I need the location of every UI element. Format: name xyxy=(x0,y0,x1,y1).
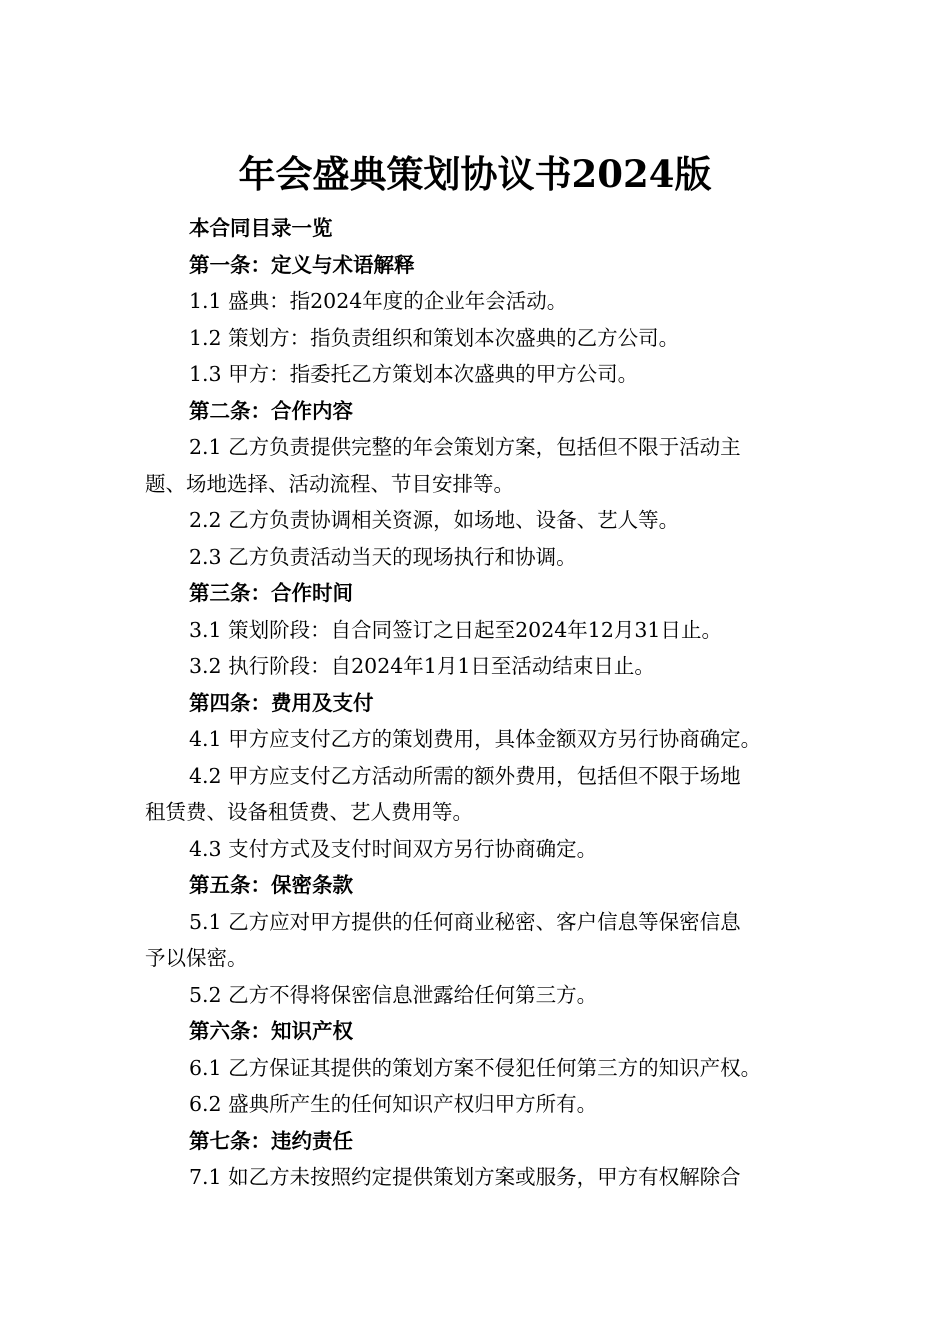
paragraph-line: 5.2 乙方不得将保密信息泄露给任何第三方。 xyxy=(189,982,598,1007)
paragraph-line: 4.3 支付方式及支付时间双方另行协商确定。 xyxy=(189,836,598,861)
document-body xyxy=(145,210,810,1196)
paragraph-line: 5.1 乙方应对甲方提供的任何商业秘密、客户信息等保密信息 xyxy=(189,909,741,934)
paragraph-line: 4.2 甲方应支付乙方活动所需的额外费用，包括但不限于场地 xyxy=(189,763,741,788)
paragraph-line: 4.1 甲方应支付乙方的策划费用，具体金额双方另行协商确定。 xyxy=(189,727,762,751)
section-heading: 第六条：知识产权 xyxy=(189,1019,353,1043)
section-heading: 第一条：定义与术语解释 xyxy=(189,252,415,277)
paragraph-line: 题、场地选择、活动流程、节目安排等。 xyxy=(145,471,514,496)
section-heading: 第五条：保密条款 xyxy=(189,873,353,897)
section-heading: 第三条：合作时间 xyxy=(189,581,353,605)
paragraph-line: 3.1 策划阶段：自合同签订之日起至2024年12月31日止。 xyxy=(189,617,722,642)
paragraph-line: 2.3 乙方负责活动当天的现场执行和协调。 xyxy=(189,544,577,569)
paragraph-line: 1.1 盛典：指2024年度的企业年会活动。 xyxy=(189,289,568,313)
paragraph-line: 租赁费、设备租赁费、艺人费用等。 xyxy=(145,800,473,824)
section-heading: 本合同目录一览 xyxy=(189,216,333,240)
section-heading: 第七条：违约责任 xyxy=(189,1128,353,1153)
paragraph-line: 7.1 如乙方未按照约定提供策划方案或服务，甲方有权解除合 xyxy=(189,1165,741,1189)
paragraph-line: 2.1 乙方负责提供完整的年会策划方案，包括但不限于活动主 xyxy=(189,435,741,459)
paragraph-line: 6.2 盛典所产生的任何知识产权归甲方所有。 xyxy=(189,1092,598,1116)
document-title: 年会盛典策划协议书2024版 xyxy=(238,152,712,196)
paragraph-line: 予以保密。 xyxy=(145,946,248,970)
section-heading: 第二条：合作内容 xyxy=(189,398,353,423)
paragraph-line: 1.3 甲方：指委托乙方策划本次盛典的甲方公司。 xyxy=(189,362,639,386)
section-heading: 第四条：费用及支付 xyxy=(189,690,374,715)
paragraph-line: 1.2 策划方：指负责组织和策划本次盛典的乙方公司。 xyxy=(189,325,680,350)
paragraph-line: 6.1 乙方保证其提供的策划方案不侵犯任何第三方的知识产权。 xyxy=(189,1055,762,1080)
paragraph-line: 2.2 乙方负责协调相关资源，如场地、设备、艺人等。 xyxy=(189,508,680,532)
paragraph-line: 3.2 执行阶段：自2024年1月1日至活动结束日止。 xyxy=(189,654,655,678)
